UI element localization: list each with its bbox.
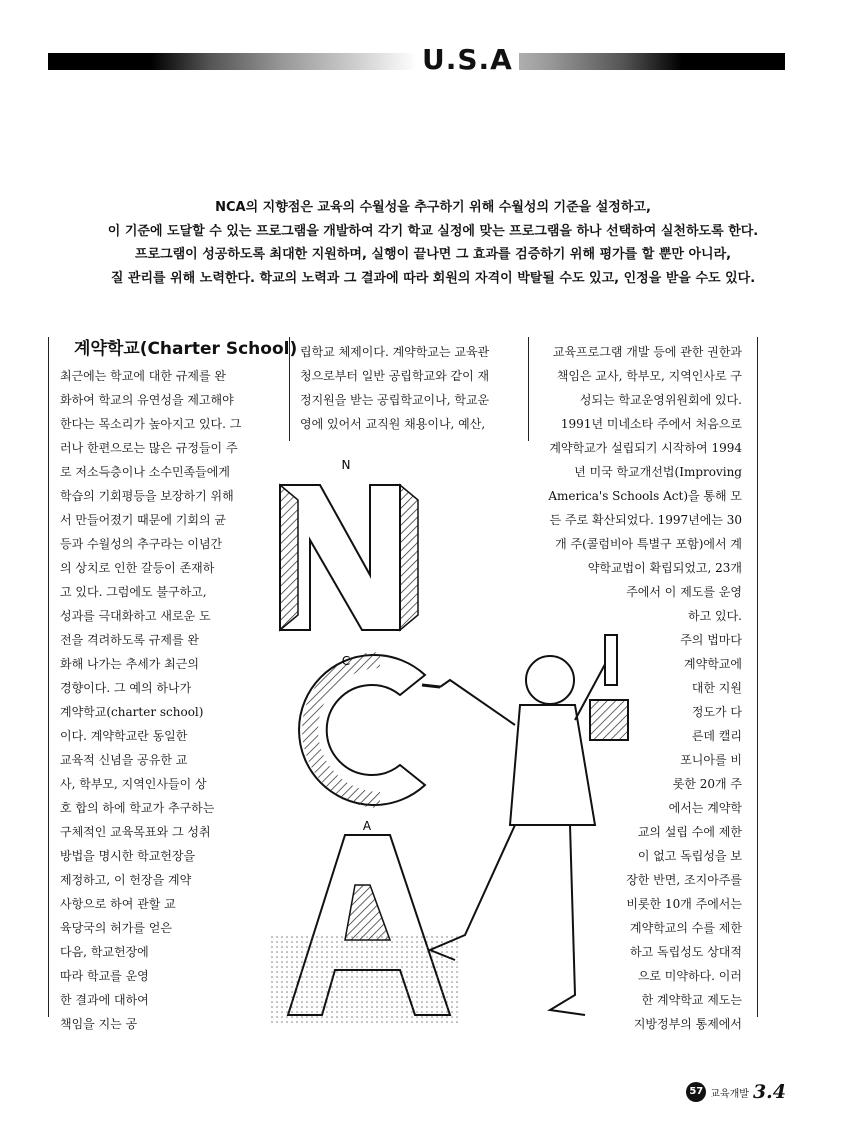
text-line: 다음, 학교헌장에	[60, 945, 149, 959]
text-line: 롯한 20개 주	[672, 777, 742, 791]
text-line: 장한 반면, 조지아주를	[626, 873, 742, 887]
text-line: 계약학교에	[684, 657, 742, 671]
text-line: 청으로부터 일반 공립학교와 같이 재	[300, 369, 490, 383]
text-line: 개 주(콜럼비아 특별구 포함)에서 계	[555, 537, 742, 551]
footer	[686, 1081, 786, 1103]
text-line: 교의 설립 수에 제한	[637, 825, 742, 839]
text-line: 정도가 다	[691, 705, 742, 719]
text-line: 성과를 극대화하고 새로운 도	[60, 609, 211, 623]
text-line: 학습의 기회평등을 보장하기 위해	[60, 489, 234, 503]
text-line: 서 만들어졌기 때문에 기회의 균	[60, 513, 226, 527]
text-line: 으로 미약하다. 이러	[637, 969, 742, 983]
text-line: 에서는 계약학	[668, 801, 742, 815]
text-line: 비롯한 10개 주에서는	[626, 897, 742, 911]
text-line: 고 있다. 그럼에도 불구하고,	[60, 585, 207, 599]
intro-line: 질 관리를 위해 노력한다. 학교의 노력과 그 결과에 따라 회원의 자격이 박탈될 수도 있고, 인정을 받을 수도 있다.	[110, 270, 756, 286]
text-line: 지방정부의 통제에서	[633, 1017, 742, 1031]
text-line: 로 저소득층이나 소수민족들에게	[60, 465, 230, 479]
text-line: America's Schools Act)을 통해 모	[548, 489, 742, 503]
text-line: 하고 있다.	[688, 609, 742, 623]
svg-text:C: C	[341, 654, 351, 668]
text-line: 른데 캘리	[691, 729, 742, 743]
intro-summary	[60, 196, 806, 290]
text-line: 하고 독립성도 상대적	[630, 945, 742, 959]
text-line: 제정하고, 이 헌장을 계약	[60, 873, 192, 887]
header-title: U.S.A	[416, 44, 519, 76]
text-line: 한다는 목소리가 높아지고 있다. 그	[60, 417, 242, 431]
nca-illustration	[250, 455, 670, 1045]
text-line: 립학교 체제이다. 계약학교는 교육관	[300, 345, 490, 359]
svg-text:N: N	[341, 458, 351, 472]
text-line: 1991년 미네소타 주에서 처음으로	[560, 417, 742, 431]
text-line: 계약학교가 설립되기 시작하여 1994	[549, 441, 742, 455]
magazine-name: 교육개발	[710, 1088, 749, 1100]
text-line: 한 계약학교 제도는	[641, 993, 742, 1007]
intro-line: 이 기준에 도달할 수 있는 프로그램을 개발하여 각기 학교 실정에 맞는 프로그램을 하나 선택하여 실천하도록 한다.	[107, 223, 759, 239]
text-line: 든 주로 확산되었다. 1997년에는 30	[549, 513, 742, 527]
text-line: 대한 지원	[691, 681, 742, 695]
text-line: 육당국의 허가를 얻은	[60, 921, 172, 935]
letter-c	[299, 654, 425, 805]
text-line: 화하여 학교의 유연성을 제고해야	[60, 393, 234, 407]
text-line: 사, 학부모, 지역인사들이 상	[60, 777, 207, 791]
svg-text:A: A	[362, 819, 372, 833]
text-line: 약학교법이 확립되었고, 23개	[587, 561, 742, 575]
text-line: 계약학교의 수를 제한	[630, 921, 742, 935]
text-line: 따라 학교를 운영	[60, 969, 149, 983]
text-line: 러나 한편으로는 많은 규정들이 주	[60, 441, 238, 455]
text-line: 책임을 지는 공	[60, 1017, 138, 1031]
intro-line: 프로그램이 성공하도록 최대한 지원하며, 실행이 끝나면 그 효과를 검증하기 위해 평가를 할 뿐만 아니라,	[134, 247, 732, 262]
text-line: 화해 나가는 추세가 최근의	[60, 657, 199, 671]
letter-n	[280, 458, 418, 630]
column-rule-right	[757, 337, 758, 1017]
text-line: 한 결과에 대하여	[60, 993, 149, 1007]
letter-a	[270, 819, 460, 1025]
column-rule-left	[48, 337, 49, 1017]
text-line: 교육프로그램 개발 등에 관한 권한과	[552, 345, 742, 359]
intro-line: NCA의 지향점은 교육의 수월성을 추구하기 위해 수월성의 기준을 설정하고,	[215, 200, 651, 215]
text-line: 방법을 명시한 학교헌장을	[60, 849, 196, 863]
header-bar	[48, 43, 785, 76]
text-line: 사항으로 하여 관할 교	[60, 897, 176, 911]
text-line: 의 상치로 인한 갈등이 존재하	[60, 561, 215, 575]
text-line: 등과 수월성의 추구라는 이념간	[60, 537, 223, 551]
text-line: 최근에는 학교에 대한 규제를 완	[60, 369, 226, 383]
text-line: 전을 격려하도록 규제를 완	[60, 633, 199, 647]
text-line: 포니아를 비	[680, 753, 742, 767]
text-line: 영에 있어서 교직원 채용이나, 예산,	[300, 417, 486, 431]
section-title: 계약학교(Charter School)	[74, 339, 298, 359]
text-line: 주에서 이 제도를 운영	[626, 585, 742, 599]
text-line: 이다. 계약학교란 동일한	[60, 729, 188, 743]
text-line: 구체적인 교육목표와 그 성취	[60, 825, 211, 839]
text-line: 책임은 교사, 학부모, 지역인사로 구	[556, 369, 742, 383]
text-line: 계약학교(charter school)	[60, 705, 204, 719]
text-line: 년 미국 학교개선법(Improving	[574, 465, 742, 479]
text-line: 경향이다. 그 예의 하나가	[60, 681, 192, 695]
text-line: 호 합의 하에 학교가 추구하는	[60, 801, 215, 815]
text-line: 주의 법마다	[680, 633, 742, 647]
column-rule-center	[528, 337, 529, 441]
text-line: 교육적 신념을 공유한 교	[60, 753, 188, 767]
text-line: 정지원을 받는 공립학교이나, 학교운	[300, 393, 490, 407]
page-number-badge: 57	[686, 1082, 706, 1102]
text-line: 이 없고 독립성을 보	[637, 849, 742, 863]
text-line: 성되는 학교운영위원회에 있다.	[579, 393, 742, 407]
issue-number: 3.4	[752, 1081, 786, 1103]
